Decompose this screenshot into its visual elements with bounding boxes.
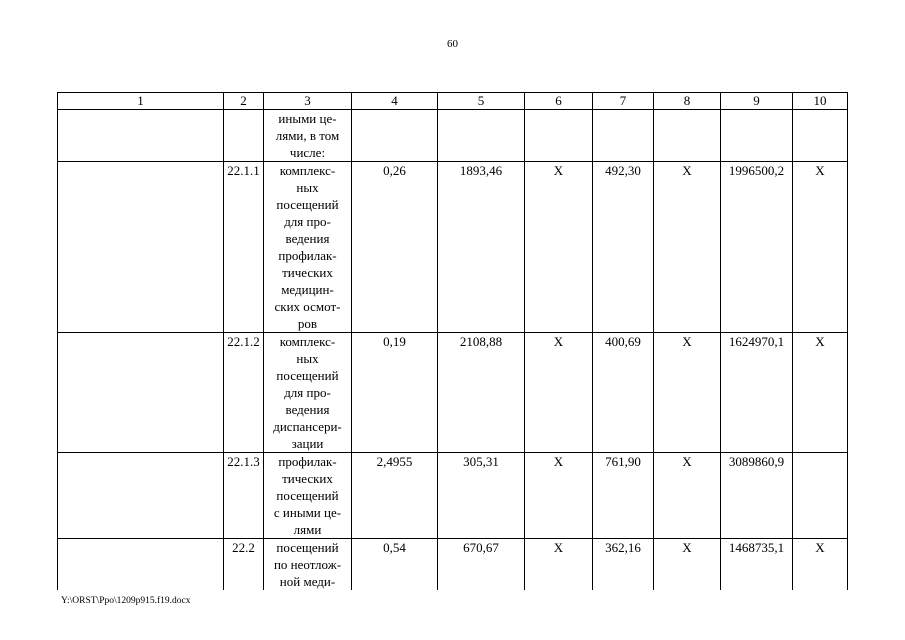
table-cell <box>793 453 848 539</box>
header-cell: 5 <box>438 93 525 110</box>
table-cell: Х <box>793 539 848 591</box>
table-cell: 0,19 <box>352 333 438 453</box>
header-cell: 1 <box>58 93 224 110</box>
table-cell: 1996500,2 <box>721 162 793 333</box>
page-number: 60 <box>447 38 458 50</box>
data-table <box>57 92 848 590</box>
table-cell: 305,31 <box>438 453 525 539</box>
table-cell: Х <box>654 539 721 591</box>
table-cell <box>58 453 224 539</box>
table-cell: 2,4955 <box>352 453 438 539</box>
table-row <box>58 333 848 453</box>
table-cell: Х <box>654 333 721 453</box>
table-cell: 1893,46 <box>438 162 525 333</box>
header-cell: 9 <box>721 93 793 110</box>
table-cell: 1624970,1 <box>721 333 793 453</box>
row-description: иными це- лями, в том числе: <box>264 110 352 162</box>
row-number <box>224 110 264 162</box>
table-cell: 670,67 <box>438 539 525 591</box>
header-cell: 10 <box>793 93 848 110</box>
table-cell <box>58 333 224 453</box>
table-cell: 761,90 <box>593 453 654 539</box>
table-cell: 0,54 <box>352 539 438 591</box>
table-row <box>58 110 848 162</box>
row-number: 22.1.2 <box>224 333 264 453</box>
header-cell: 6 <box>525 93 593 110</box>
header-row <box>58 93 848 110</box>
table-cell: Х <box>654 453 721 539</box>
row-description: посещений по неотлож- ной меди- <box>264 539 352 591</box>
row-description: комплекс- ных посещений для про- ведения диспансери- зации <box>264 333 352 453</box>
table-cell: 492,30 <box>593 162 654 333</box>
header-cell: 3 <box>264 93 352 110</box>
table-cell: Х <box>525 539 593 591</box>
table-cell <box>58 110 224 162</box>
table-cell <box>58 162 224 333</box>
row-number: 22.1.3 <box>224 453 264 539</box>
header-cell: 7 <box>593 93 654 110</box>
table-cell: Х <box>525 453 593 539</box>
table-cell: 1468735,1 <box>721 539 793 591</box>
row-description: комплекс- ных посещений для про- ведения профилак- тических медицин- ских осмот- ров <box>264 162 352 333</box>
header-cell: 4 <box>352 93 438 110</box>
table-cell: Х <box>793 162 848 333</box>
table-cell <box>438 110 525 162</box>
table-cell: Х <box>525 333 593 453</box>
table-row <box>58 453 848 539</box>
row-number: 22.1.1 <box>224 162 264 333</box>
table-cell: 362,16 <box>593 539 654 591</box>
header-cell: 8 <box>654 93 721 110</box>
table-cell: Х <box>525 162 593 333</box>
table-cell <box>352 110 438 162</box>
header-cell: 2 <box>224 93 264 110</box>
table-cell: Х <box>654 162 721 333</box>
table-cell: Х <box>793 333 848 453</box>
table-cell <box>525 110 593 162</box>
table-cell <box>793 110 848 162</box>
file-path-footer: Y:\ORST\Ppo\1209p915.f19.docx <box>61 596 191 606</box>
row-number: 22.2 <box>224 539 264 591</box>
table-cell: 0,26 <box>352 162 438 333</box>
table-cell: 2108,88 <box>438 333 525 453</box>
table-cell <box>58 539 224 591</box>
table-row <box>58 539 848 591</box>
table-cell: 400,69 <box>593 333 654 453</box>
table-cell <box>654 110 721 162</box>
table-cell <box>593 110 654 162</box>
row-description: профилак- тических посещений с иными це- лями <box>264 453 352 539</box>
table-cell <box>721 110 793 162</box>
table-row <box>58 162 848 333</box>
table-cell: 3089860,9 <box>721 453 793 539</box>
